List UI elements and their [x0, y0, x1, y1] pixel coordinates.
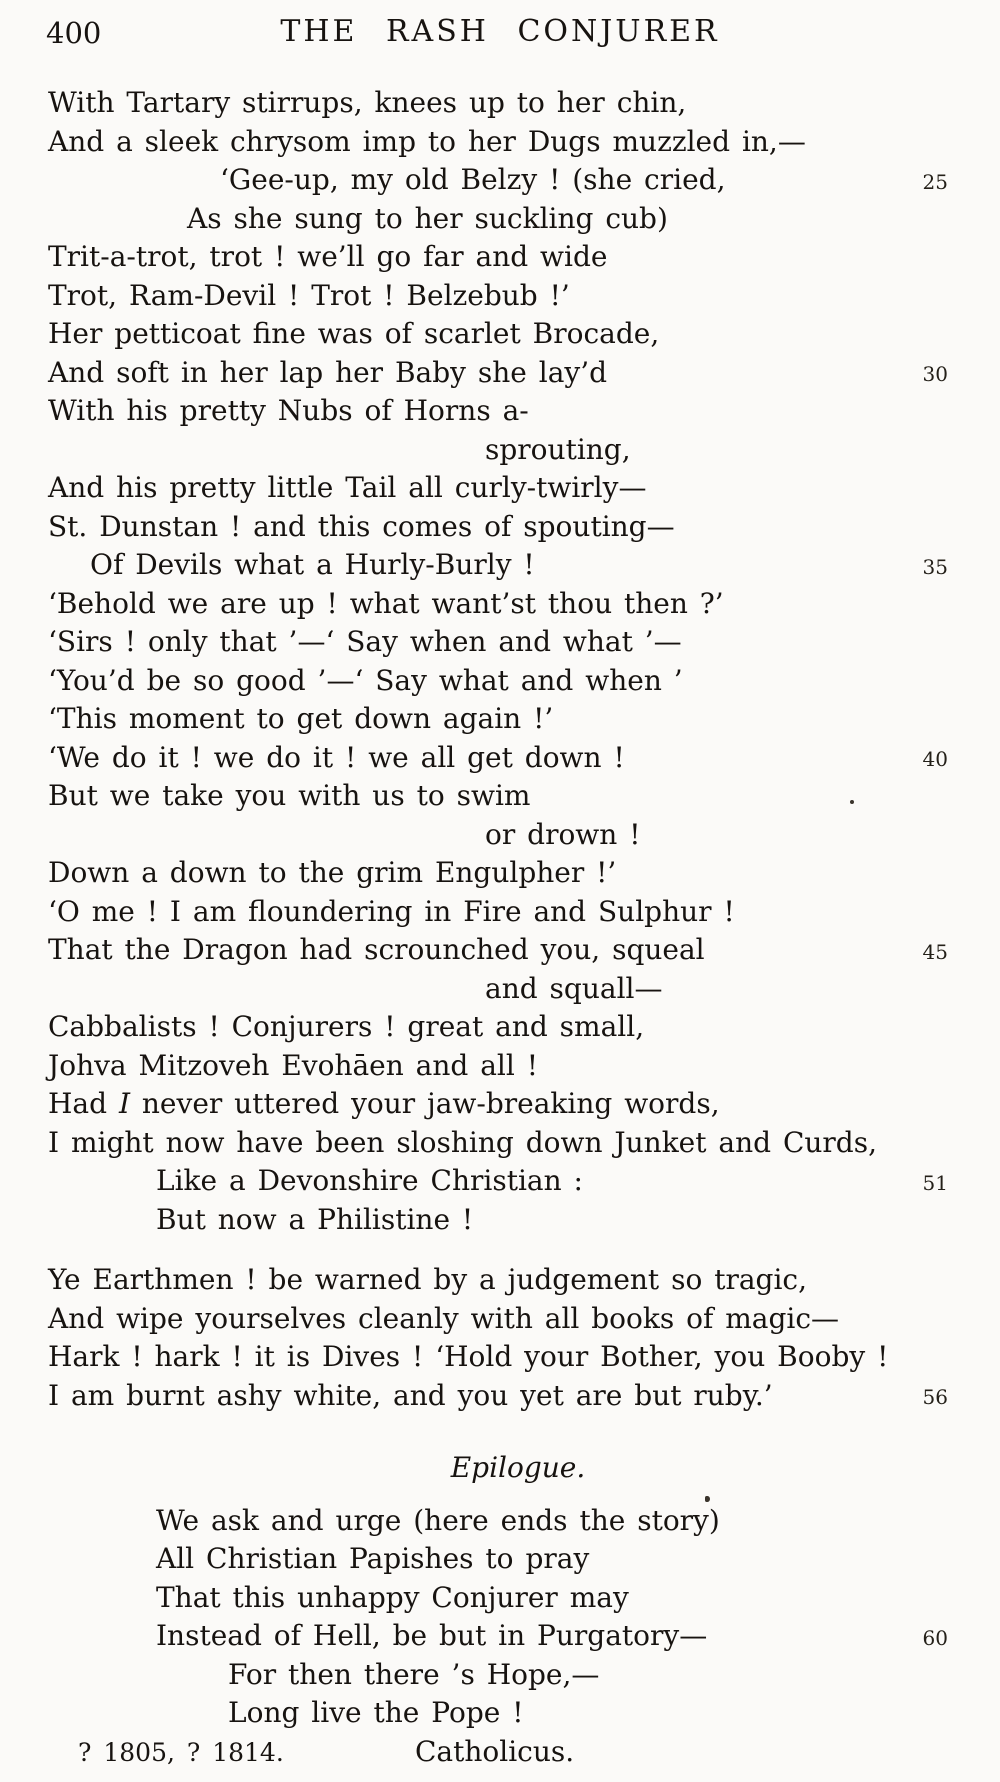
poem-line-text: ‘This moment to get down again !’: [48, 702, 554, 735]
poem-line-text: Johva Mitzoveh Evohāen and all !: [48, 1048, 538, 1082]
scan-artifact: [850, 800, 854, 804]
poem-line-text: sprouting,: [485, 432, 631, 466]
poem-line-text: But now a Philistine !: [156, 1202, 474, 1236]
poem-line: [48, 854, 948, 893]
poem-body: [48, 52, 948, 1771]
poem-line: [48, 123, 948, 162]
poem-line: [48, 354, 948, 393]
poem-line-text: Of Devils what a Hurly-Burly !: [90, 548, 535, 581]
poem-line-text: ‘O me ! I am floundering in Fire and Sulphur !: [48, 894, 735, 928]
poem-line-text: Like a Devonshire Christian :: [156, 1164, 583, 1197]
line-number: 56: [922, 1385, 948, 1409]
poem-line-text: That the Dragon had scrounched you, squeal: [48, 933, 705, 966]
poem-line-text: ‘Gee-up, my old Belzy ! (she cried,: [220, 163, 726, 196]
poem-line-text: Long live the Pope !: [228, 1696, 524, 1729]
poem-line-text: ‘We do it ! we do it ! we all get down !: [48, 740, 625, 774]
poem-line: [48, 546, 948, 585]
line-number: 51: [922, 1170, 948, 1195]
poem-line-text: And his pretty little Tail all curly-twirly—: [48, 471, 647, 504]
poem-line: [48, 1300, 948, 1339]
poem-line: [48, 931, 948, 970]
poem-line-text: Had I never uttered your jaw-breaking words,: [48, 1087, 720, 1120]
poem-line-text: Trit-a-trot, trot ! we’ll go far and wide: [48, 240, 608, 273]
poem-line-text: And soft in her lap her Baby she lay’d: [48, 355, 608, 389]
poem-line: [48, 161, 948, 200]
poem-line: [48, 238, 948, 277]
poem-line-text: I am burnt ashy white, and you yet are but ruby.’: [48, 1378, 773, 1412]
poem-line: [48, 777, 948, 816]
poem-line: [48, 1502, 948, 1541]
poem-line: [48, 585, 948, 624]
poem-line: [48, 970, 948, 1009]
date-note: ? 1805, ? 1814.: [78, 1738, 284, 1767]
poem-line-text: That this unhappy Conjurer may: [156, 1580, 629, 1614]
line-number: 40: [922, 747, 948, 771]
poem-line: [48, 1540, 948, 1579]
poem-line: [48, 1261, 948, 1300]
poem-line: [48, 84, 948, 123]
scan-artifact: [705, 1496, 710, 1502]
poem-line-text: I might now have been sloshing down Junket and Curds,: [48, 1125, 877, 1159]
line-number: 35: [922, 554, 948, 579]
running-title: THE RASH CONJURER: [280, 14, 720, 49]
poem-line-text: or drown !: [485, 817, 641, 851]
poem-line-text: All Christian Papishes to pray: [156, 1542, 590, 1575]
poem-line-text: With Tartary stirrups, knees up to her chin,: [48, 86, 687, 119]
poem-line-text: Catholicus.: [415, 1734, 575, 1768]
poem-line: [48, 1162, 948, 1201]
line-number: 25: [922, 169, 948, 194]
poem-line: [48, 200, 948, 239]
poem-line: [48, 1579, 948, 1618]
line-number: 60: [922, 1625, 948, 1650]
poem-line-text: We ask and urge (here ends the story): [156, 1503, 720, 1537]
stanza: [48, 84, 948, 1239]
page-number: 400: [46, 16, 102, 50]
poem-line-text: Trot, Ram-Devil ! Trot ! Belzebub !’: [48, 278, 570, 312]
poem-line-text: And wipe yourselves cleanly with all books of magic—: [48, 1301, 840, 1335]
poem-line: [48, 1694, 948, 1733]
poem-line-text: Hark ! hark ! it is Dives ! ‘Hold your Bother, you Booby !: [48, 1340, 889, 1373]
poem-line-text: Down a down to the grim Engulpher !’: [48, 856, 617, 889]
line-number: 30: [922, 362, 948, 386]
poem-line: [48, 1617, 948, 1656]
poem-line-text: As she sung to her suckling cub): [187, 201, 668, 235]
poem-line-text: ‘Behold we are up ! what want’st thou then ?’: [48, 586, 724, 620]
poem-line-text: Cabbalists ! Conjurers ! great and small,: [48, 1010, 645, 1043]
poem-line: [48, 392, 948, 431]
poem-line: [48, 1008, 948, 1047]
poem-line: [48, 1338, 948, 1377]
poem-line: [48, 1377, 948, 1416]
poem-line-text: ‘Sirs ! only that ’—‘ Say when and what ’—: [48, 625, 682, 658]
poem-line-text: And a sleek chrysom imp to her Dugs muzzled in,—: [48, 124, 806, 158]
stanza: [48, 1261, 948, 1415]
poem-line-text: With his pretty Nubs of Horns a-: [48, 394, 529, 427]
poem-line-text: ‘You’d be so good ’—‘ Say what and when ’: [48, 663, 683, 697]
poem-line-text: For then there ’s Hope,—: [228, 1657, 600, 1691]
poem-line: [48, 1656, 948, 1695]
epilogue-heading: Epilogue.: [450, 1451, 586, 1484]
poem-line: [48, 431, 948, 470]
poem-line: [48, 893, 948, 932]
poem-line: [48, 816, 948, 855]
stanza: [48, 1502, 948, 1772]
poem-line: [48, 1124, 948, 1163]
poem-line: [48, 662, 948, 701]
line-number: 45: [922, 939, 948, 964]
poem-line: [48, 623, 948, 662]
poem-line-text: Ye Earthmen ! be warned by a judgement so tragic,: [48, 1263, 807, 1296]
poem-line: [48, 277, 948, 316]
poem-line: [48, 508, 948, 547]
page-header: [0, 14, 1000, 52]
poem-line: [48, 469, 948, 508]
poem-line: [48, 315, 948, 354]
poem-line-text: St. Dunstan ! and this comes of spouting—: [48, 509, 675, 543]
poem-line: [48, 700, 948, 739]
poem-line-text: and squall—: [485, 971, 663, 1005]
poem-line: [48, 739, 948, 778]
poem-line-text: But we take you with us to swim: [48, 779, 531, 812]
poem-line-text: Her petticoat fine was of scarlet Brocade,: [48, 317, 660, 350]
poem-line: [48, 1085, 948, 1124]
poem-line-text: Instead of Hell, be but in Purgatory—: [156, 1619, 708, 1652]
poem-line: [48, 1047, 948, 1086]
poem-line: [48, 1201, 948, 1240]
